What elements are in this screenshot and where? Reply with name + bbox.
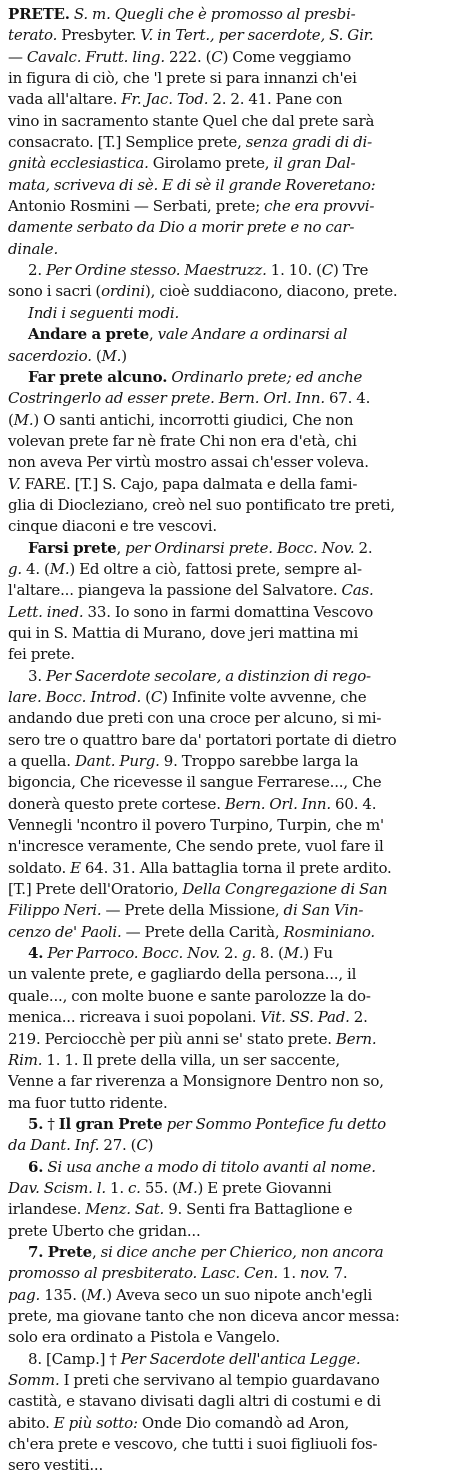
entry-line: l'altare... piangeva la passione del Salvatore. Cas. bbox=[8, 581, 374, 600]
entry-line: solo era ordinato a Pistola e Vangelo. bbox=[8, 1328, 280, 1347]
entry-line: ma fuor tutto ridente. bbox=[8, 1093, 168, 1112]
entry-line: [T.] Prete dell'Oratorio, Della Congregazione di San bbox=[8, 880, 388, 899]
entry-line: Rim. 1. 1. Il prete della villa, un ser saccente, bbox=[8, 1050, 340, 1069]
entry-line: 219. Perciocchè per più anni se' stato prete. Bern. bbox=[8, 1029, 377, 1048]
entry-line: Filippo Neri. — Prete della Missione, di San Vin- bbox=[8, 901, 364, 920]
entry-line: da Dant. Inf. 27. (C) bbox=[8, 1136, 154, 1155]
entry-line: un valente prete, e gagliardo della persona..., il bbox=[8, 965, 357, 984]
entry-line: Costringerlo ad esser prete. Bern. Orl. Inn. 67. 4. bbox=[8, 389, 371, 408]
entry-line: gnità ecclesiastica. Girolamo prete, il gran Dal- bbox=[8, 154, 356, 173]
entry-line: prete, ma giovane tanto che non diceva ancor messa: bbox=[8, 1306, 400, 1325]
dictionary-entry-prete bbox=[8, 4, 462, 1477]
entry-line: donerà questo prete cortese. Bern. Orl. Inn. 60. 4. bbox=[8, 794, 377, 813]
entry-line: volevan prete far nè frate Chi non era d'età, chi bbox=[8, 431, 357, 450]
entry-line: pag. 135. (M.) Aveva seco un suo nipote anch'egli bbox=[8, 1285, 373, 1304]
entry-line: PRETE. S. m. Quegli che è promosso al presbi- bbox=[8, 5, 356, 23]
entry-line: 8. [Camp.] † Per Sacerdote dell'antica Legge. bbox=[28, 1349, 361, 1368]
entry-line: bigoncia, Che ricevesse il sangue Ferrarese..., Che bbox=[8, 773, 382, 792]
entry-line: Farsi prete, per Ordinarsi prete. Bocc. Nov. 2. bbox=[28, 538, 373, 557]
entry-line: in figura di ciò, che 'l prete si para innanzi ch'ei bbox=[8, 69, 357, 88]
entry-line: V. FARE. [T.] S. Cajo, papa dalmata e della fami- bbox=[8, 474, 358, 493]
entry-line: dinale. bbox=[8, 239, 59, 258]
entry-line: 4. Per Parroco. Bocc. Nov. 2. g. 8. (M.) Fu bbox=[28, 944, 333, 963]
entry-line: 3. Per Sacerdote secolare, a distinzion di rego- bbox=[28, 666, 371, 685]
entry-line: prete Uberto che gridan... bbox=[8, 1221, 201, 1240]
entry-line: Dav. Scism. l. 1. c. 55. (M.) E prete Giovanni bbox=[8, 1178, 332, 1197]
entry-line: fei prete. bbox=[8, 645, 75, 664]
entry-line: Antonio Rosmini — Serbati, prete; che era provvi- bbox=[8, 197, 375, 216]
entry-line: non aveva Per virtù mostro assai ch'esser voleva. bbox=[8, 453, 369, 472]
entry-line: lare. Bocc. Introd. (C) Infinite volte avvenne, che bbox=[8, 688, 367, 706]
entry-line: irlandese. Menz. Sat. 9. Senti fra Battaglione e bbox=[8, 1200, 353, 1219]
entry-line: Somm. I preti che servivano al tempio guardavano bbox=[8, 1371, 380, 1389]
entry-line: castità, e stavano divisati dagli altri di costumi e di bbox=[8, 1392, 381, 1411]
entry-line: qui in S. Mattia di Murano, dove jeri mattina mi bbox=[8, 623, 359, 642]
entry-line: 5. † Il gran Prete per Sommo Pontefice fu detto bbox=[28, 1114, 386, 1133]
entry-line: cenzo de' Paoli. — Prete della Carità, Rosminiano. bbox=[8, 922, 375, 941]
entry-line: cinque diaconi e tre vescovi. bbox=[8, 517, 217, 536]
entry-line: Far prete alcuno. Ordinarlo prete; ed anche bbox=[28, 367, 363, 386]
entry-line: Indi i seguenti modi. bbox=[28, 303, 180, 322]
entry-line: Vennegli 'ncontro il povero Turpino, Turpin, che m' bbox=[8, 816, 384, 835]
entry-line: 2. Per Ordine stesso. Maestruzz. 1. 10. (C) Tre bbox=[28, 261, 369, 280]
entry-line: soldato. E 64. 31. Alla battaglia torna il prete ardito. bbox=[8, 858, 392, 877]
entry-line: 7. Prete, si dice anche per Chierico, non ancora bbox=[28, 1242, 384, 1261]
entry-line: quale..., con molte buone e sante parolozze la do- bbox=[8, 986, 371, 1005]
entry-line: g. 4. (M.) Ed oltre a ciò, fattosi prete, sempre al- bbox=[8, 559, 362, 578]
entry-line: Lett. ined. 33. Io sono in farmi domattina Vescovo bbox=[8, 602, 374, 621]
entry-line: andando due preti con una croce per alcuno, si mi- bbox=[8, 709, 382, 728]
entry-line: n'increscе veramente, Che sendo prete, vuol fare il bbox=[8, 837, 384, 856]
entry-line: 6. Si usa anche a modo di titolo avanti al nome. bbox=[28, 1157, 376, 1176]
entry-line: sero tre o quattro bare da' portatori portate di dietro bbox=[8, 730, 397, 749]
entry-line: mata, scriveva di sè. E di sè il grande Roveretano: bbox=[8, 175, 376, 194]
entry-line: Andare a prete, vale Andare a ordinarsi al bbox=[28, 325, 348, 344]
entry-line: damente serbato da Dio a morir prete e no car- bbox=[8, 218, 355, 237]
entry-line: promosso al presbiterato. Lasc. Cen. 1. nov. 7. bbox=[8, 1264, 348, 1283]
entry-line: menica... ricreava i suoi popolani. Vit. SS. Pad. 2. bbox=[8, 1008, 368, 1027]
entry-line: abito. E più sotto: Onde Dio comandò ad Aron, bbox=[8, 1413, 350, 1432]
entry-line: glia di Diocleziano, creò nel suo pontificato tre preti, bbox=[8, 495, 395, 514]
entry-line: ch'era prete e vescovo, che tutti i suoi figliuoli fos- bbox=[8, 1435, 378, 1454]
entry-line: vino in sacramento stante Quel che dal prete sarà bbox=[8, 111, 375, 130]
entry-line: — Cavalc. Frutt. ling. 222. (C) Come veggiamo bbox=[8, 47, 352, 66]
entry-line: sero vestiti... bbox=[8, 1456, 104, 1475]
entry-line: (M.) O santi antichi, incorrotti giudici, Che non bbox=[8, 410, 354, 429]
entry-line: sacerdozio. (M.) bbox=[8, 346, 127, 365]
entry-line: sono i sacri (ordini), cioè suddiacono, diacono, prete. bbox=[8, 282, 398, 301]
entry-line: consacrato. [T.] Semplice prete, senza gradi di di- bbox=[8, 133, 373, 152]
entry-line: terato. Presbyter. V. in Tert., per sacerdote, S. Gir. bbox=[8, 26, 374, 45]
entry-line: Venne a far riverenza a Monsignore Dentro non so, bbox=[8, 1072, 384, 1091]
entry-line: vada all'altare. Fr. Jac. Tod. 2. 2. 41. Pane con bbox=[8, 90, 343, 109]
entry-line: a quella. Dant. Purg. 9. Troppo sarebbe larga la bbox=[8, 752, 359, 771]
